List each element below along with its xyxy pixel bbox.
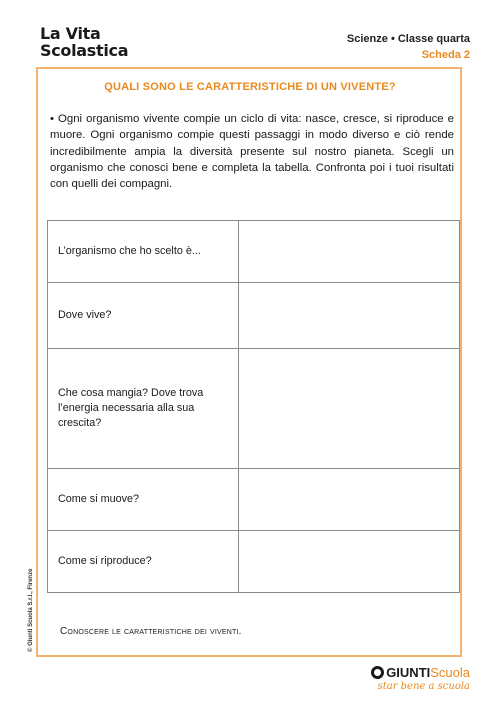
learning-objective: Conoscere le caratteristiche dei viventi. — [60, 626, 242, 637]
question-cell: Dove vive? — [48, 283, 239, 349]
answer-cell[interactable] — [239, 469, 460, 531]
brand-name-2: Scuola — [430, 665, 470, 680]
question-cell: Che cosa mangia? Dove trova l’energia necessaria alla sua crescita? — [48, 349, 239, 469]
intro-paragraph: • Ogni organismo vivente compie un ciclo di vita: nasce, cresce, si riproduce e muore. Ogni organismo compie questi passaggi in modo diverso e ciò rende incredibilmente ampia la diversità presente sul nostro pianeta. Scegli un organismo che conosci bene e completa la tabella. Confronta poi i tuoi risultati con quelli dei compagni. — [50, 113, 454, 191]
answer-cell[interactable] — [239, 221, 460, 283]
table-row — [48, 221, 460, 283]
worksheet-title: QUALI SONO LE CARATTERISTICHE DI UN VIVENTE? — [104, 81, 396, 93]
table-row — [48, 469, 460, 531]
organism-table — [47, 220, 460, 593]
answer-cell[interactable] — [239, 349, 460, 469]
copyright-notice: © Giunti Scuola S.r.l., Firenze — [28, 568, 34, 652]
table-row — [48, 531, 460, 593]
answer-cell[interactable] — [239, 531, 460, 593]
brand-tagline: star bene a scuola — [377, 681, 470, 692]
question-cell: L’organismo che ho scelto è... — [48, 221, 239, 283]
logo-line-1: La Vita — [40, 24, 101, 43]
logo-line-2: Scolastica — [40, 41, 129, 60]
publisher-brand — [371, 665, 470, 692]
table-row — [48, 349, 460, 469]
subject-label: Scienze • Classe quarta — [346, 33, 470, 45]
question-cell: Come si muove? — [48, 469, 239, 531]
g-logo-icon — [371, 666, 384, 679]
brand-row — [371, 665, 470, 680]
answer-cell[interactable] — [239, 283, 460, 349]
question-cell: Come si riproduce? — [48, 531, 239, 593]
header-info — [347, 31, 470, 63]
magazine-logo — [40, 25, 128, 59]
table-row — [48, 283, 460, 349]
sheet-label: Scheda 2 — [421, 49, 470, 61]
brand-name: GIUNTI — [386, 665, 431, 680]
